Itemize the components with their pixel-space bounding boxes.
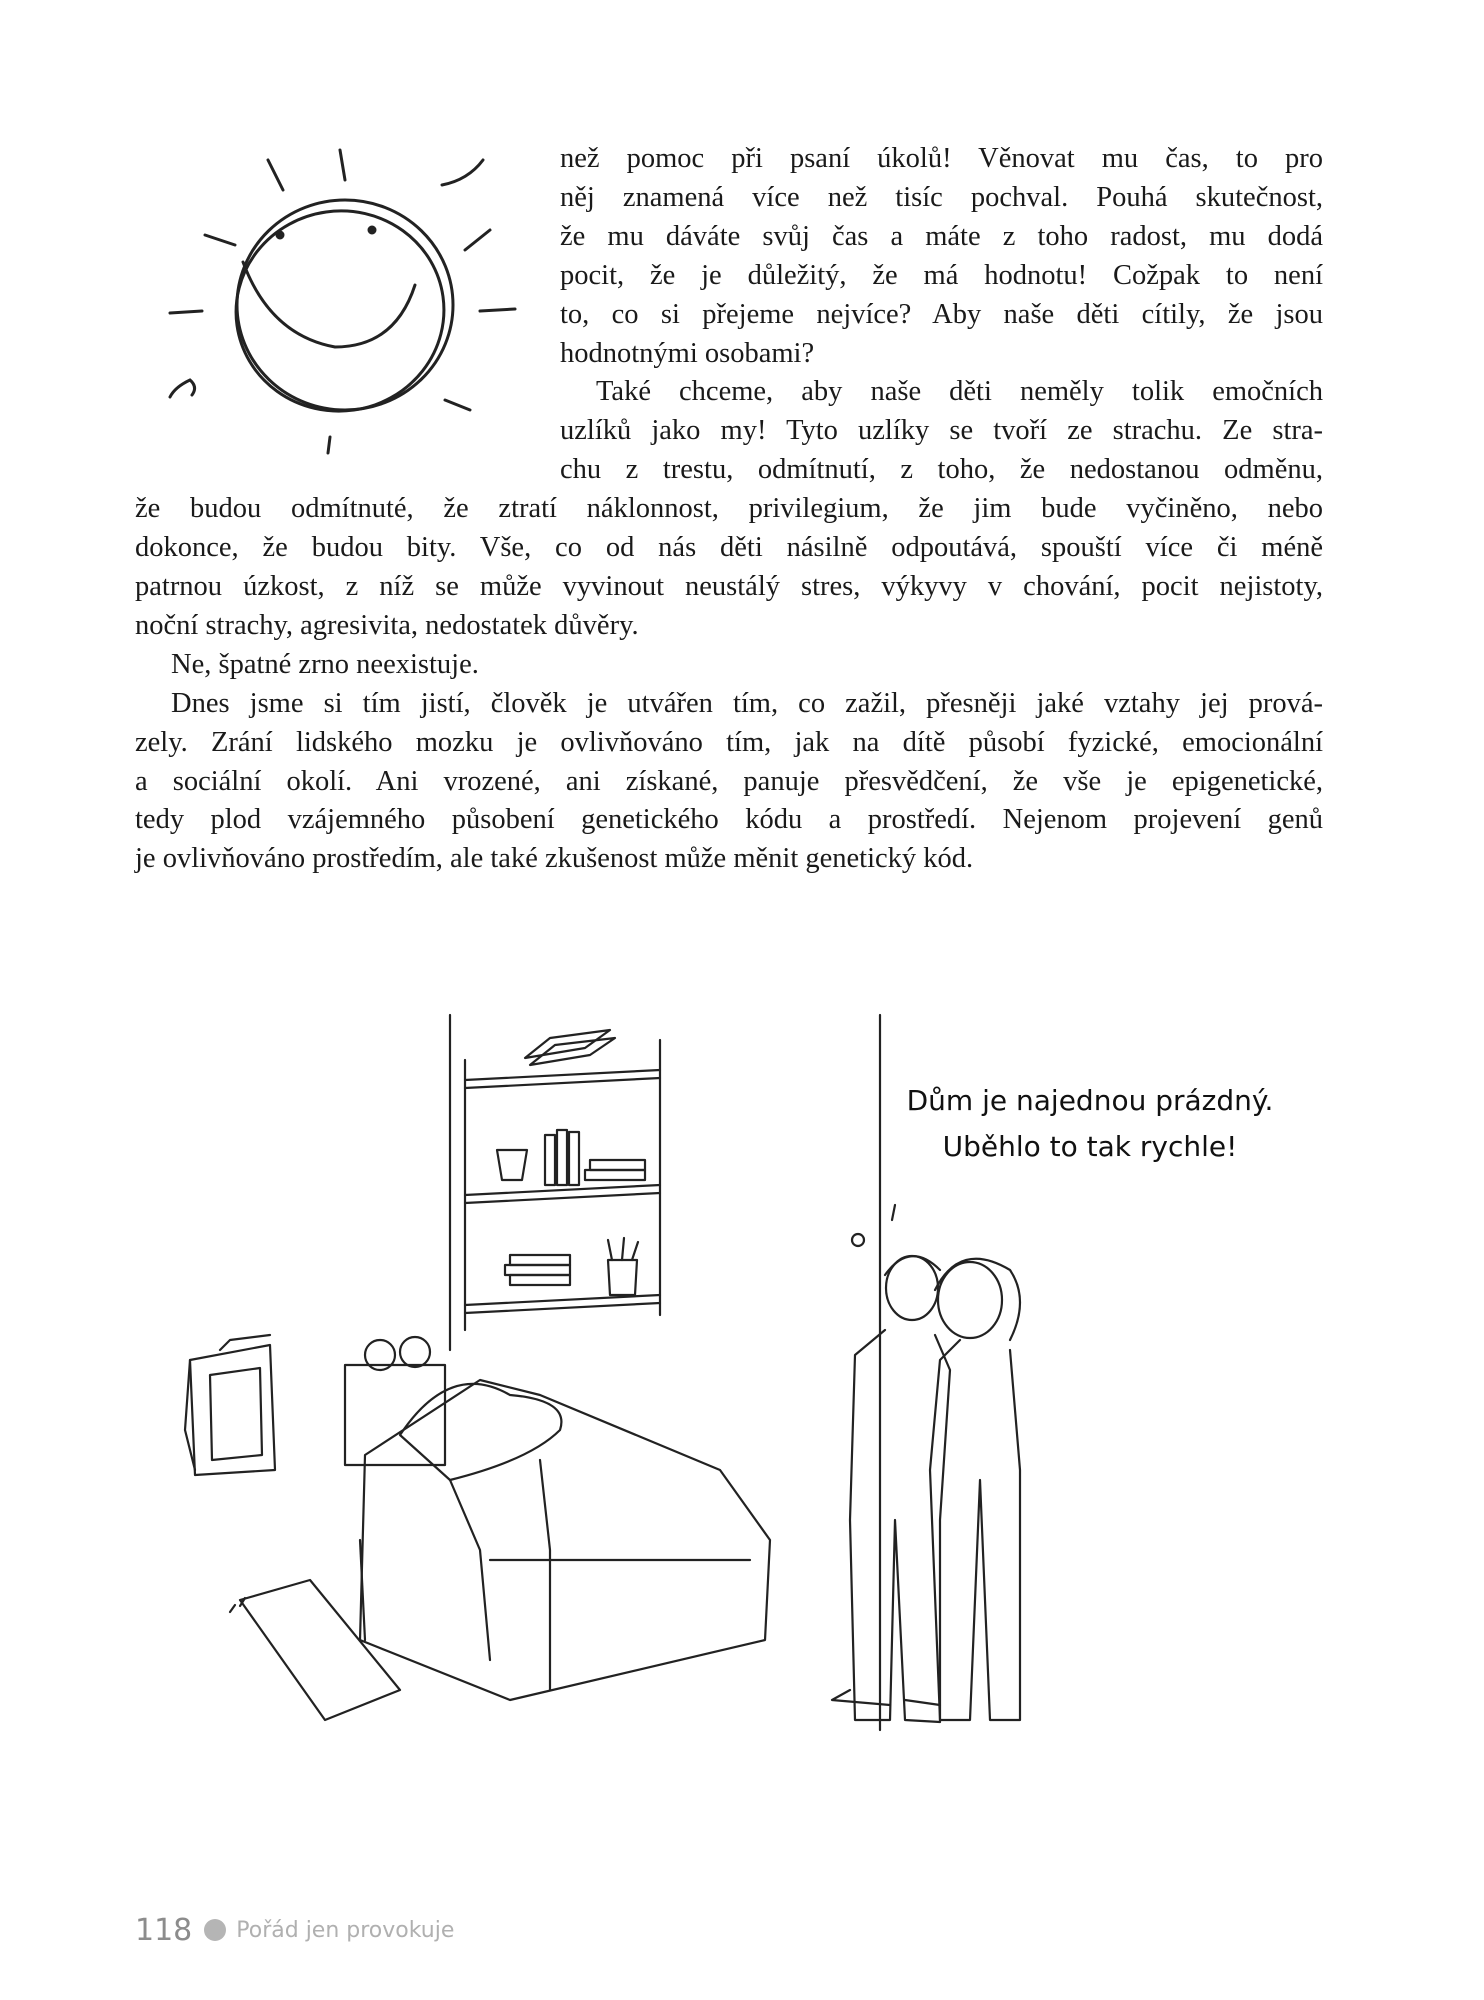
bed xyxy=(360,1380,770,1700)
speech-pointer xyxy=(892,1205,895,1220)
speech-bubble-text xyxy=(860,1078,1320,1170)
text-line: tedy plod vzájemného působení genetického kódu a prostředí. Nejenom projevení genů xyxy=(135,804,1323,836)
text-line: Ne, špatné zrno neexistuje. xyxy=(171,648,479,680)
paragraph-2-narrow xyxy=(135,373,1323,490)
text-line: Také chceme, aby naše děti neměly tolik emočních xyxy=(596,376,1323,408)
text-line: zely. Zrání lidského mozku je ovlivňováno tím, jak na dítě působí fyzické, emocionální xyxy=(135,726,1323,758)
woman-figure xyxy=(930,1259,1020,1720)
bookshelf xyxy=(465,1030,660,1330)
text-line: a sociální okolí. Ani vrozené, ani získané, panuje přesvědčení, že vše je epigenetické, xyxy=(135,765,1323,797)
bullet-dot-icon xyxy=(204,1919,226,1941)
page-footer xyxy=(135,1910,454,1950)
door-knob xyxy=(852,1234,864,1246)
text-line: chu z trestu, odmítnutí, z toho, že nedostanou odměnu, xyxy=(560,454,1323,486)
text-line: hodnotnými osobami? xyxy=(560,337,815,369)
text-line: noční strachy, agresivita, nedostatek důvěry. xyxy=(135,609,639,641)
speech-line: Dům je najednou prázdný. xyxy=(906,1084,1274,1117)
paragraph-4 xyxy=(135,685,1323,880)
text-line: je ovlivňováno prostředím, ale také zkušenost může měnit genetický kód. xyxy=(135,843,974,875)
text-line: než pomoc při psaní úkolů! Věnovat mu čas, to pro xyxy=(560,143,1323,174)
paragraph-1 xyxy=(135,140,1323,373)
speech-line: Uběhlo to tak rychle! xyxy=(942,1130,1238,1163)
text-line: pocit, že je důležitý, že má hodnotu! Cožpak to není xyxy=(560,259,1323,291)
text-line: patrnou úzkost, z níž se může vyvinout neustálý stres, výkyvy v chování, pocit nejistoty, xyxy=(135,570,1323,602)
paragraph-2-wide xyxy=(135,490,1323,646)
running-title: Pořád jen provokuje xyxy=(236,1917,455,1943)
text-line: něj znamená více než tisíc pochval. Pouhá skutečnost, xyxy=(560,181,1323,213)
text-line: že mu dáváte svůj čas a máte z toho radost, mu dodá xyxy=(560,220,1323,252)
text-line: to, co si přejeme nejvíce? Aby naše děti cítily, že jsou xyxy=(560,298,1323,330)
paragraph-3 xyxy=(135,646,1323,685)
text-line: dokonce, že budou bity. Vše, co od nás děti násilně odpoutává, spouští více či méně xyxy=(135,532,1323,564)
page-number: 118 xyxy=(135,1912,193,1948)
man-figure xyxy=(832,1256,950,1722)
text-line: uzlíků jako my! Tyto uzlíky se tvoří ze strachu. Ze stra- xyxy=(560,415,1323,447)
text-line: Dnes jsme si tím jistí, člověk je utvářen tím, co zažil, přesněji jaké vztahy jej prová- xyxy=(171,687,1323,719)
rug xyxy=(230,1580,400,1720)
body-text xyxy=(135,140,1323,879)
radiator xyxy=(185,1335,275,1475)
text-line: že budou odmítnuté, že ztratí náklonnost, privilegium, že jim bude vyčiněno, nebo xyxy=(135,493,1323,525)
